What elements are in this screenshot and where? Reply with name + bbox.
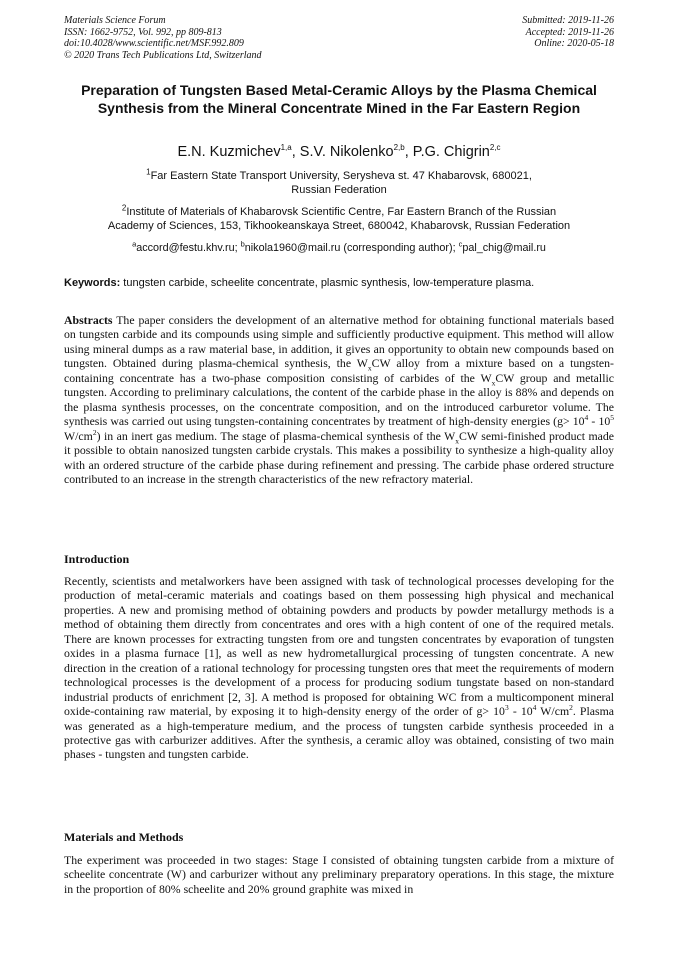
abstract: Abstracts The paper considers the development of an alternative method for obtaining functional materials based on tungsten carbide and its compounds using simple and sufficiently productive equipment. This method will allow using mineral dumps as a raw material base, in addition, it gives an opportunity to obtain new compounds based on tungsten. Obtained during plasma-chemical synthesis, the $W_xCW$ alloy from a mixture based on a tungsten-containing concentrate has a two-phase composition consisting of carbides of the $W_xCW$ group and metallic tungsten. According to preliminary calculations, the content of the carbide phase in the alloy is 88% and depends on the plasma synthesis processes, on the concentrate composition, and on the introduced carburetor volume. The synthesis was carried out using tungsten-containing concentrates by treatment of high-density energies ($g> 10^4 - 10^5$ $W/cm^2$) in an inert gas medium. The stage of plasma-chemical synthesis of the $W_xCW$ semi-finished product made it possible to obtain nanosized tungsten carbide crystals. This makes a possibility to synthesize a high-quality alloy with an ordered structure of the carbide phase during refinement and pressing. The carbide phase ordered structure contributed to an increase in the strength characteristics of the new refractory material. [64, 313, 614, 486]
email-c[interactable]: pal_chig@mail.ru [462, 242, 546, 254]
author-affiliation-mark: 2,c [489, 143, 501, 153]
abstract-label: Abstracts [64, 313, 113, 327]
journal-issn: ISSN: 1662-9752, Vol. 992, pp 809-813 [64, 26, 222, 38]
paper-title: Preparation of Tungsten Based Metal-Ceramic Alloys by the Plasma Chemical Synthesis from the Mineral Concentrate Mined in the Far Eastern Region [81, 82, 597, 116]
journal-info [64, 15, 262, 61]
keywords [64, 276, 614, 290]
journal-doi[interactable]: doi:10.4028/www.scientific.net/MSF.992.809 [64, 38, 244, 49]
author-list: E.N. Kuzmichev$^{1,a}$, S.V. Nikolenko$^{2,b}$, P.G. Chigrin$^{2,c}$ [177, 143, 501, 160]
methods-text: The experiment was proceeded in two stages: Stage I consisted of obtaining tungsten carbide from a mixture of scheelite concentrate (W) and carburizer without any preliminary preparatory operations. In this stage, the mixture in the proportion of 80% scheelite and 20% ground graphite was mixed in [64, 853, 614, 896]
online-date: Online: 2020-05-18 [534, 38, 614, 49]
journal-name: Materials Science Forum [64, 15, 166, 26]
author-name: S.V. Nikolenko [299, 144, 394, 160]
affiliation-mark: 2 [121, 203, 127, 213]
author-name: P.G. Chigrin [412, 144, 490, 160]
accepted-date: Accepted: 2019-11-26 [525, 26, 614, 38]
email-a[interactable]: accord@festu.khv.ru; [136, 242, 241, 254]
journal-copyright: © 2020 Trans Tech Publications Ltd, Switzerland [64, 49, 262, 61]
affiliation-2: $^2$Institute of Materials of Khabarovsk Scientific Centre, Far Eastern Branch of the Russian Academy of Sciences, 153, Tikhookeanskaya Street, 680042, Khabarovsk, Russian Federation [107, 203, 571, 232]
section-heading-introduction: Introduction [64, 552, 130, 566]
email-b[interactable]: nikola1960@mail.ru (corresponding author); [244, 242, 459, 254]
author-affiliation-mark: 2,b [393, 143, 405, 153]
author-name: E.N. Kuzmichev [177, 144, 281, 160]
keywords-text: tungsten carbide, scheelite concentrate, plasmic synthesis, low-temperature plasma. [120, 277, 535, 289]
introduction-text: Recently, scientists and metalworkers have been assigned with task of technological processes developing for the production of metal-ceramic materials and coatings based on them possessing high physical and mechanical properties. A new and promising method of obtaining powders and products by powder metallurgy methods is a method of obtaining them directly from concentrates and ores with a high content of one of the required metals. There are known processes for extracting tungsten from ore and tungsten concentrates by evaporation of tungsten oxides in a plasma furnace [1], as well as new hydrometallurgical processing of tungsten concentrate. A new direction in the creation of a rational technology for processing tungsten ores that meet the requirements of modern technological processes is the development of a process for producing sodium tungstate based on non-standard industrial products of enrichment [2, 3]. A method is proposed for obtaining WC from a multicomponent mineral oxide-containing raw material, by exposing it to high-density energy of the order of $g> 10^3 - 10^4$ $W/cm^2$. Plasma was generated as a high-temperature medium, and the process of tungsten carbide synthesis proceeded in a protective gas with carburizer additives. After the synthesis, a ceramic alloy was obtained, consisting of two main phases - tungsten and tungsten carbide. [64, 574, 615, 762]
author-emails: $^a$accord@festu.khv.ru; $^b$nikola1960@mail.ru (corresponding author); $^c$pal_chig@mail.ru [132, 239, 546, 254]
keywords-label: Keywords: [64, 277, 121, 289]
author-affiliation-mark: 1,a [280, 143, 292, 153]
submission-dates [522, 15, 614, 50]
section-heading-methods: Materials and Methods [64, 830, 184, 844]
submitted-date: Submitted: 2019-11-26 [522, 15, 614, 26]
affiliation-mark: 1 [146, 167, 151, 177]
affiliation-1: $^1$Far Eastern State Transport University, Serysheva st. 47 Khabarovsk, 680021, Russian Federation [146, 167, 532, 196]
